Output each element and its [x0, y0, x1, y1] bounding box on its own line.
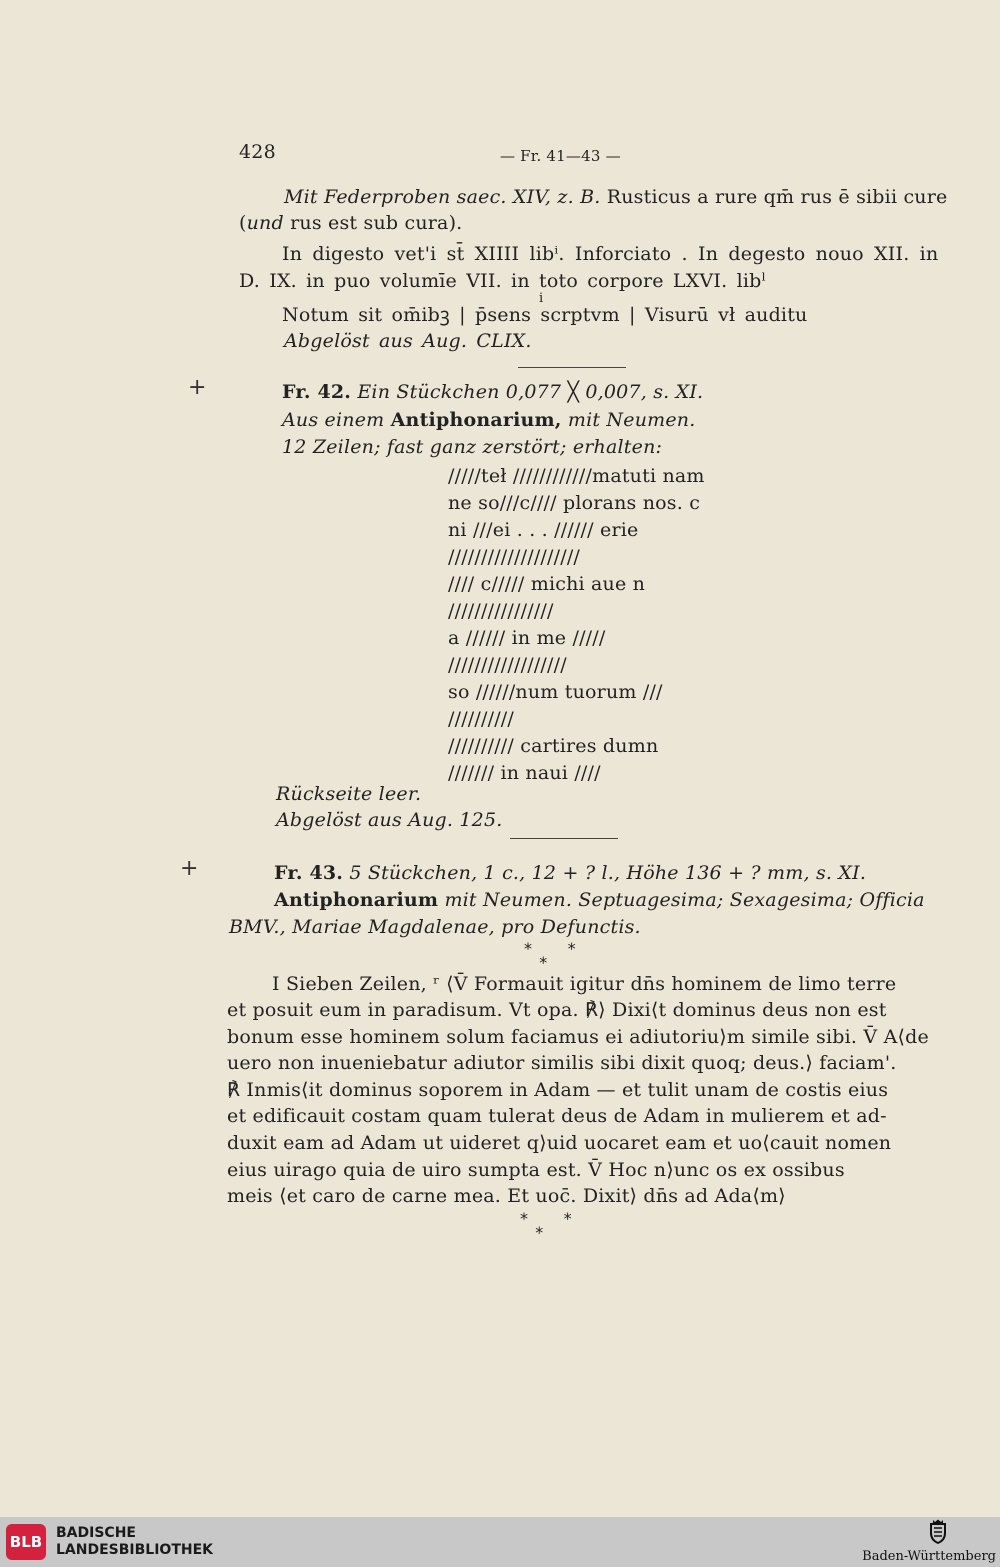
fr41-cura: rus est sub cura). [283, 212, 463, 234]
fr41-line-1 [284, 185, 947, 209]
fr42-fragment-line: a ////// in me ///// [448, 627, 606, 649]
state-name: Baden-Württemberg [862, 1549, 996, 1564]
fr42-aus-einem: Aus einem [282, 409, 391, 431]
fr42-fragment-line: ne so///c//// plorans nos. c [448, 492, 701, 514]
fr42-number: Fr. 42. [282, 381, 352, 403]
asterism-1: * * * [524, 939, 576, 972]
fr42-fragment-line: //////////////////// [448, 546, 581, 568]
library-footer [0, 1517, 1000, 1567]
fr41-line-3: In digesto vet'i st̄ XIIII libⁱ. Inforciato . In degesto nouo XII. in [282, 243, 939, 265]
fr43-text-line: uero non inueniebatur adiutor similis sibi dixit quoq; deus.⟩ faciam'. [227, 1052, 897, 1074]
fr41-und: und [246, 212, 284, 234]
fr41-federproben-label: Mit Federproben saec. XIV, z. B. [284, 186, 601, 208]
state-crest-icon [927, 1519, 949, 1545]
fr42-mit-neumen: mit Neumen. [561, 409, 696, 431]
fr42-fragment-line: //////////////// [448, 600, 554, 622]
fr41-line-5: Notum sit om̄ibꝫ | p̄sens scrptvm | Visurū vł auditu [282, 304, 808, 326]
asterism-2: * * * [520, 1209, 572, 1242]
fr43-antiphonarium: Antiphonarium [274, 889, 439, 911]
fr42-antiphonarium: Antiphonarium, [390, 409, 562, 431]
fr42-fragment-line: //// c///// michi aue n [448, 573, 646, 595]
fr43-text-line: meis ⟨et caro de carne mea. Et uoc̄. Dixit⟩ dn̄s ad Ada⟨m⟩ [227, 1185, 786, 1207]
fr42-fragment-line: /////// in naui //// [448, 762, 601, 784]
plus-mark-fr42: + [188, 375, 207, 400]
fr42-fragment-line: ////////////////// [448, 654, 567, 676]
separator-2 [510, 838, 618, 839]
separator-1 [518, 367, 626, 368]
fr42-fragment-line: ni ///ei . . . ////// erie [448, 519, 639, 541]
running-title: — Fr. 41—43 — [500, 147, 621, 165]
fr43-text-line: duxit eam ad Adam ut uideret q⟩uid uocaret eam et uo⟨cauit nomen [227, 1132, 892, 1154]
fr41-line-4: D. IX. in puo volumīe VII. in toto corpore LXVI. libˡ [239, 270, 767, 292]
fr43-title [274, 861, 866, 885]
fr42-source: Abgelöst aus Aug. 125. [276, 809, 503, 831]
fr43-text-line: bonum esse hominem solum faciamus ei adiutoriu⟩m simile sibi. V̄ A⟨de [227, 1026, 929, 1048]
fr41-superscript: i [539, 291, 544, 306]
library-name-line-1: BADISCHE [56, 1525, 136, 1541]
fr42-fragment-line: ////////// [448, 708, 515, 730]
fr43-text-line: et edificauit costam quam tulerat deus de Adam in mulierem et ad- [227, 1105, 887, 1127]
fr43-number: Fr. 43. [274, 862, 344, 884]
fr41-federproben-text: Rusticus a rure qm̄ rus ē sibii cure [600, 186, 948, 208]
fr43-text-line: et posuit eum in paradisum. Vt opa. ℟⟩ Dixi⟨t dominus deus non est [227, 999, 887, 1021]
library-name [56, 1525, 213, 1559]
library-name-line-2: LANDESBIBLIOTHEK [56, 1542, 214, 1558]
page-number: 428 [239, 141, 276, 163]
fr43-text-line: I Sieben Zeilen, ʳ ⟨V̄ Formauit igitur dn̄s hominem de limo terre [272, 973, 897, 995]
fr41-line-2 [239, 211, 462, 235]
fr43-text-line: eius uirago quia de uiro sumpta est. V̄ Hoc n⟩unc os ex ossibus [227, 1159, 845, 1181]
fr41-paren: ( [239, 212, 247, 234]
blb-logo: BLB [6, 1524, 46, 1560]
fr42-line-2 [282, 408, 695, 432]
fr42-fragment-line: ////////// cartires dumn [448, 735, 659, 757]
fr42-description: Ein Stückchen 0,077 ╳ 0,007, s. XI. [351, 381, 704, 403]
fr41-source: Abgelöst aus Aug. CLIX. [284, 330, 532, 352]
fr43-line-3: BMV., Mariae Magdalenae, pro Defunctis. [229, 916, 641, 938]
fr42-line-3: 12 Zeilen; fast ganz zerstört; erhalten: [282, 436, 663, 458]
fr43-text-line: ℟ Inmis⟨it dominus soporem in Adam — et tulit unam de costis eius [227, 1079, 889, 1101]
fr43-description: 5 Stückchen, 1 c., 12 + ? l., Höhe 136 + ? mm, s. XI. [343, 862, 867, 884]
fr43-line-2 [274, 888, 925, 912]
plus-mark-fr43: + [180, 856, 199, 881]
fr42-back: Rückseite leer. [276, 783, 422, 805]
fr43-mit-neumen: mit Neumen. Septuagesima; Sexagesima; Officia [438, 889, 925, 911]
fr42-fragment-line: so //////num tuorum /// [448, 681, 663, 703]
fr42-title [282, 380, 703, 404]
fr42-fragment-line: /////teł ////////////matuti nam [448, 465, 705, 487]
